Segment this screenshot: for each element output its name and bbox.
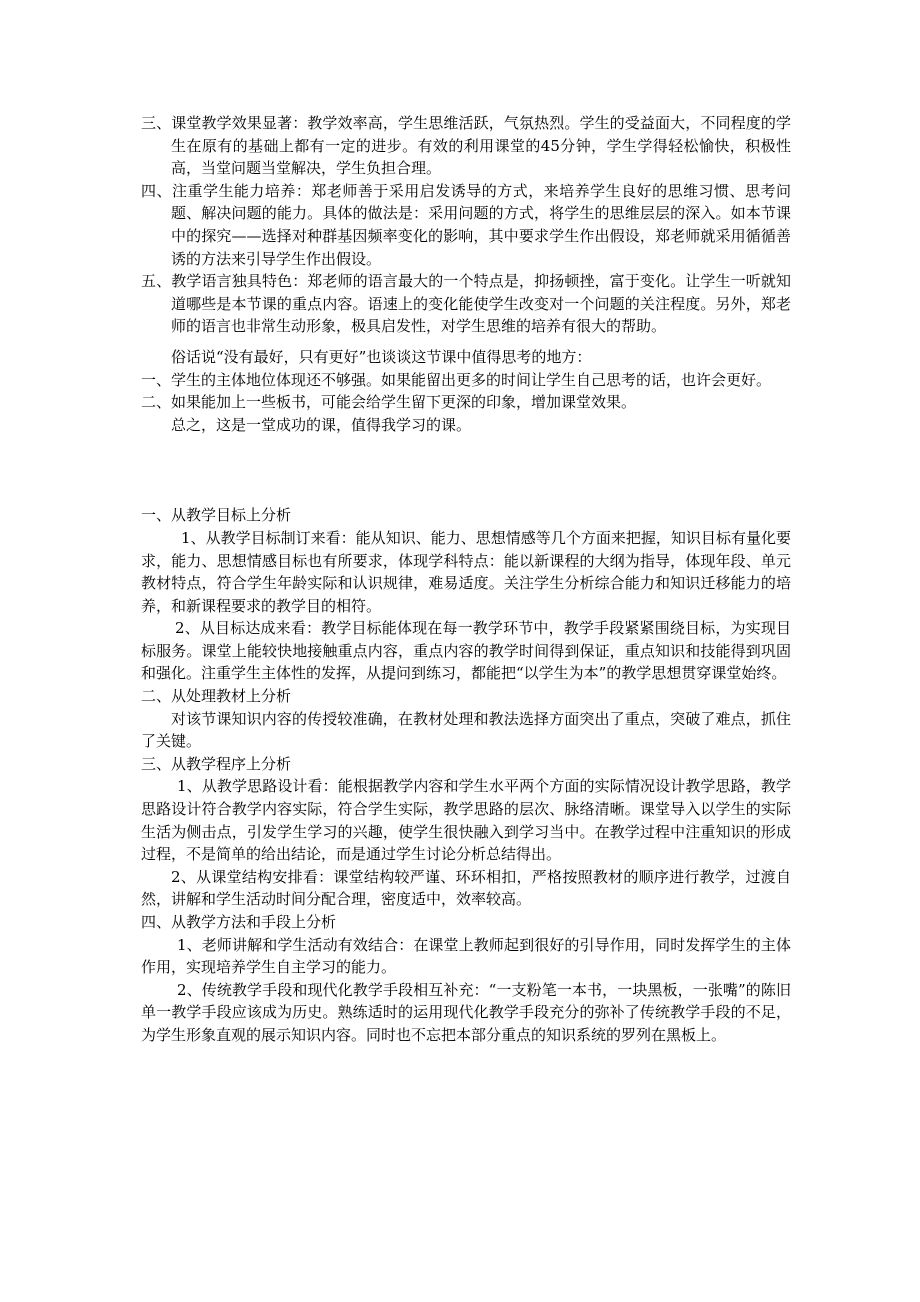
analysis-heading-goals: 一、从教学目标上分析: [141, 506, 292, 525]
conclusion: 总之，这是一堂成功的课，值得我学习的课。: [171, 415, 472, 434]
evaluation-item-3: 三、课堂教学效果显著：教学效率高，学生思维活跃，气氛热烈。学生的受益面大，不同程度的学生在原有的基础上都有一定的进步。有效的利用课堂的45分钟，学生学得轻松愉快，积极性高，当堂问题当堂解决，学生负担合理。: [141, 114, 791, 178]
document-page: [141, 112, 791, 1047]
analysis-heading-materials: 二、从处理教材上分析: [141, 687, 292, 706]
analysis-procedure-para-1: 1、从教学思路设计看：能根据教学内容和学生水平两个方面的实际情况设计教学思路，教学思路设计符合教学内容实际，符合学生实际，教学思路的层次、脉络清晰。课堂导入以学生的实际生活为侧击点，引发学生学习的兴趣，使学生很快融入到学习当中。在教学过程中注重知识的形成过程，不是简单的给出结论，而是通过学生讨论分析总结得出。: [141, 777, 791, 864]
analysis-materials-para: 对该节课知识内容的传授较准确，在教材处理和教法选择方面突出了重点，突破了难点，抓住了关键。: [141, 709, 791, 751]
evaluation-item-5: 五、教学语言独具特色：郑老师的语言最大的一个特点是，抑扬顿挫，富于变化。让学生一听就知道哪些是本节课的重点内容。语速上的变化能使学生改变对一个问题的关注程度。另外，郑老师的语言也非常生动形象，极具启发性，对学生思维的培养有很大的帮助。: [141, 272, 791, 336]
analysis-methods-para-2: 2、传统教学手段和现代化教学手段相互补充：“一支粉笔一本书，一块黑板，一张嘴”的陈旧单一教学手段应该成为历史。熟练适时的运用现代化教学手段充分的弥补了传统教学手段的不足，为学生形象直观的展示知识内容。同时也不忘把本部分重点的知识系统的罗列在黑板上。: [141, 980, 791, 1044]
reflection-intro: 俗话说“没有最好，只有更好”也谈谈这节课中值得思考的地方：: [171, 347, 592, 366]
spacer: [141, 338, 791, 346]
analysis-procedure-para-2: 2、从课堂结构安排看：课堂结构较严谨、环环相扣，严格按照教材的顺序进行教学，过渡自然，讲解和学生活动时间分配合理，密度适中，效率较高。: [141, 867, 791, 909]
analysis-heading-methods: 四、从教学方法和手段上分析: [141, 913, 337, 931]
analysis-goals-para-2: 2、从目标达成来看：教学目标能体现在每一教学环节中，教学手段紧紧围绕目标，为实现目标服务。课堂上能较快地接触重点内容，重点内容的教学时间得到保证，重点知识和技能得到巩固和强化。注重学生主体性的发挥，从提问到练习，都能把“以学生为本”的教学思想贯穿课堂始终。: [141, 619, 791, 683]
reflection-point-1: 一、学生的主体地位体现还不够强。如果能留出更多的时间让学生自己思考的话，也许会更好。: [141, 370, 772, 389]
analysis-methods-para-1: 1、老师讲解和学生活动有效结合：在课堂上教师起到很好的引导作用，同时发挥学生的主体作用，实现培养学生自主学习的能力。: [141, 935, 791, 977]
reflection-point-2: 二、如果能加上一些板书，可能会给学生留下更深的印象，增加课堂效果。: [141, 393, 637, 412]
analysis-heading-procedure: 三、从教学程序上分析: [141, 754, 292, 773]
section-break: [141, 436, 791, 504]
evaluation-item-4: 四、注重学生能力培养：郑老师善于采用启发诱导的方式，来培养学生良好的思维习惯、思考问题、解决问题的能力。具体的做法是：采用问题的方式，将学生的思维层层的深入。如本节课中的探究——选择对种群基因频率变化的影响，其中要求学生作出假设，郑老师就采用循循善诱的方法来引导学生作出假设。: [141, 181, 791, 268]
analysis-goals-para-1: 1、从教学目标制订来看：能从知识、能力、思想情感等几个方面来把握，知识目标有量化要求，能力、思想情感目标也有所要求，体现学科特点：能以新课程的大纲为指导，体现年段、单元教材特点，符合学生年龄实际和认识规律，难易适度。关注学生分析综合能力和知识迁移能力的培养，和新课程要求的教学目的相符。: [141, 528, 791, 615]
